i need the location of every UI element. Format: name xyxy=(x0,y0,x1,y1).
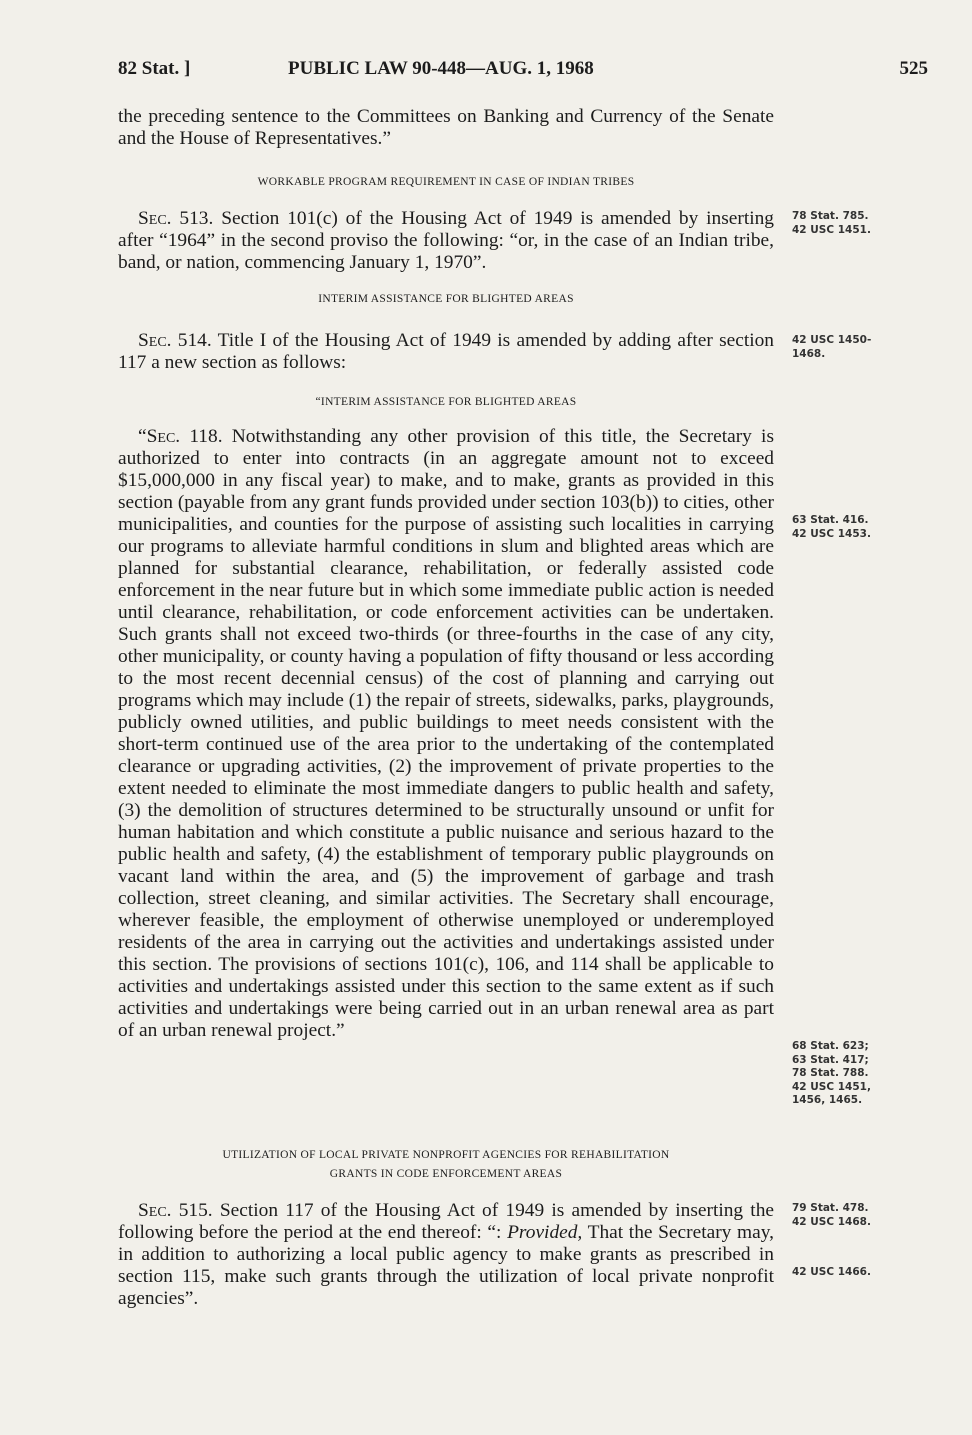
sec514-heading: INTERIM ASSISTANCE FOR BLIGHTED AREAS xyxy=(318,293,574,305)
header-stat-reference: 82 Stat. ] xyxy=(118,58,191,79)
margin-citation: 42 USC 1451, xyxy=(792,1080,871,1093)
margin-citation: 78 Stat. 788. xyxy=(792,1067,869,1079)
sec513-text: Section 101(c) of the Housing Act of 1949 is amended by inserting after “1964” in the second proviso the following: “or, in the case of an Indian tribe, band, or nation, commencing January 1, 1970”. xyxy=(118,208,774,273)
sec513-heading: WORKABLE PROGRAM REQUIREMENT IN CASE OF INDIAN TRIBES xyxy=(257,176,635,188)
sec515-text-before: Section 117 of the Housing Act of 1949 is amended by inserting the following before the period at the end thereof: “: xyxy=(118,1200,774,1243)
sec118-text: Notwithstanding any other provision of this title, the Secretary is authorized to enter into contracts (in an aggregate amount not to exceed $15,000,000 in any fiscal year) to make, and to make, grants as provided in this section (payable from any grant funds provided under section 103(b)) to cities, other municipalities, and counties for the purpose of assisting such localities in carrying our programs to alleviate harmful conditions in slum and blighted areas which are planned for substantial clearance, rehabilitation, or federally assisted code enforcement in the near future but in which some immediate public action is needed until clearance, rehabilitation, or code enforcement activities can be undertaken. Such grants shall not exceed two-thirds (or three-fourths in the case of any city, other municipality, or county having a population of fifty thousand or less according to the most recent decennial census) of the cost of planning and carrying out programs which may include (1) the repair of streets, sidewalks, parks, playgrounds, publicly owned utilities, and public buildings to meet needs consistent with the short-term continued use of the area prior to the undertaking of the contemplated clearance or upgrading activities, (2) the improvement of private properties to the extent needed to eliminate the most immediate dangers to public health and safety, (3) the demolition of structures determined to be structurally unsound or unfit for human habitation and which constitute a public nuisance and serious hazard to the public health and safety, (4) the establishment of temporary public playgrounds on vacant land within the area, and (5) the improvement of garbage and trash collection, street cleaning, and similar activities. The Secretary shall encourage, wherever feasible, the employment of otherwise unemployed or underemployed residents of the area in carrying out the activities and undertakings assisted under this section. The provisions of sections 101(c), 106, and 114 shall be applicable to activities and undertakings assisted under this section to the same extent as if such activities and undertakings were being carried out in an urban renewal area as part of an urban renewal project.” xyxy=(118,426,774,1041)
continuation-text: the preceding sentence to the Committees on Banking and Currency of the Senate and the House of Representatives.” xyxy=(118,106,774,149)
margin-citation: 78 Stat. 785. xyxy=(792,210,869,222)
sec515-label: Sec. 515. xyxy=(138,1200,213,1221)
margin-citation: 42 USC 1450- xyxy=(792,334,872,346)
sec118-margin-note-a xyxy=(792,514,932,541)
margin-citation: 42 USC 1466. xyxy=(792,1266,871,1278)
sec515-margin-note-b xyxy=(792,1266,932,1280)
sec514-paragraph xyxy=(118,330,774,374)
header-title: PUBLIC LAW 90-448—AUG. 1, 1968 xyxy=(288,58,594,79)
sec515-heading-line2: GRANTS IN CODE ENFORCEMENT AREAS xyxy=(329,1168,563,1180)
sec513-margin-note xyxy=(792,210,932,237)
margin-citation: 42 USC 1453. xyxy=(792,527,871,540)
margin-citation: 1468. xyxy=(792,347,826,360)
margin-citation: 79 Stat. 478. xyxy=(792,1202,869,1214)
margin-citation: 68 Stat. 623; xyxy=(792,1040,869,1052)
sec513-label: Sec. 513. xyxy=(138,208,214,229)
sec515-italic: Provided, xyxy=(507,1222,583,1243)
sec118-label: “Sec. 118. xyxy=(138,426,223,447)
sec515-heading-line1: UTILIZATION OF LOCAL PRIVATE NONPROFIT AGENCIES FOR REHABILITATION xyxy=(222,1149,670,1161)
sec515-paragraph xyxy=(118,1200,774,1310)
sec118-margin-note-b xyxy=(792,1040,932,1108)
sec514-margin-note xyxy=(792,334,932,361)
margin-citation: 42 USC 1451. xyxy=(792,223,871,236)
sec515-text-after: That the Secretary may, in addition to authorizing a local public agency to make grants as prescribed in section 115, make such grants through the utilization of local private nonprofit agencies”. xyxy=(118,1222,774,1309)
sec513-paragraph xyxy=(118,208,774,274)
sec118-heading: “INTERIM ASSISTANCE FOR BLIGHTED AREAS xyxy=(315,396,577,408)
continuation-paragraph xyxy=(118,106,774,150)
sec514-label: Sec. 514. xyxy=(138,330,212,351)
margin-citation: 63 Stat. 417; xyxy=(792,1053,869,1066)
margin-citation: 42 USC 1468. xyxy=(792,1215,871,1228)
margin-citation: 1456, 1465. xyxy=(792,1094,863,1106)
page-number: 525 xyxy=(899,58,928,79)
sec118-paragraph xyxy=(118,426,774,1042)
margin-citation: 63 Stat. 416. xyxy=(792,514,869,526)
sec515-margin-note-a xyxy=(792,1202,932,1229)
sec514-text: Title I of the Housing Act of 1949 is amended by adding after section 117 a new section as follows: xyxy=(118,330,774,373)
sec515-heading xyxy=(118,1146,774,1184)
